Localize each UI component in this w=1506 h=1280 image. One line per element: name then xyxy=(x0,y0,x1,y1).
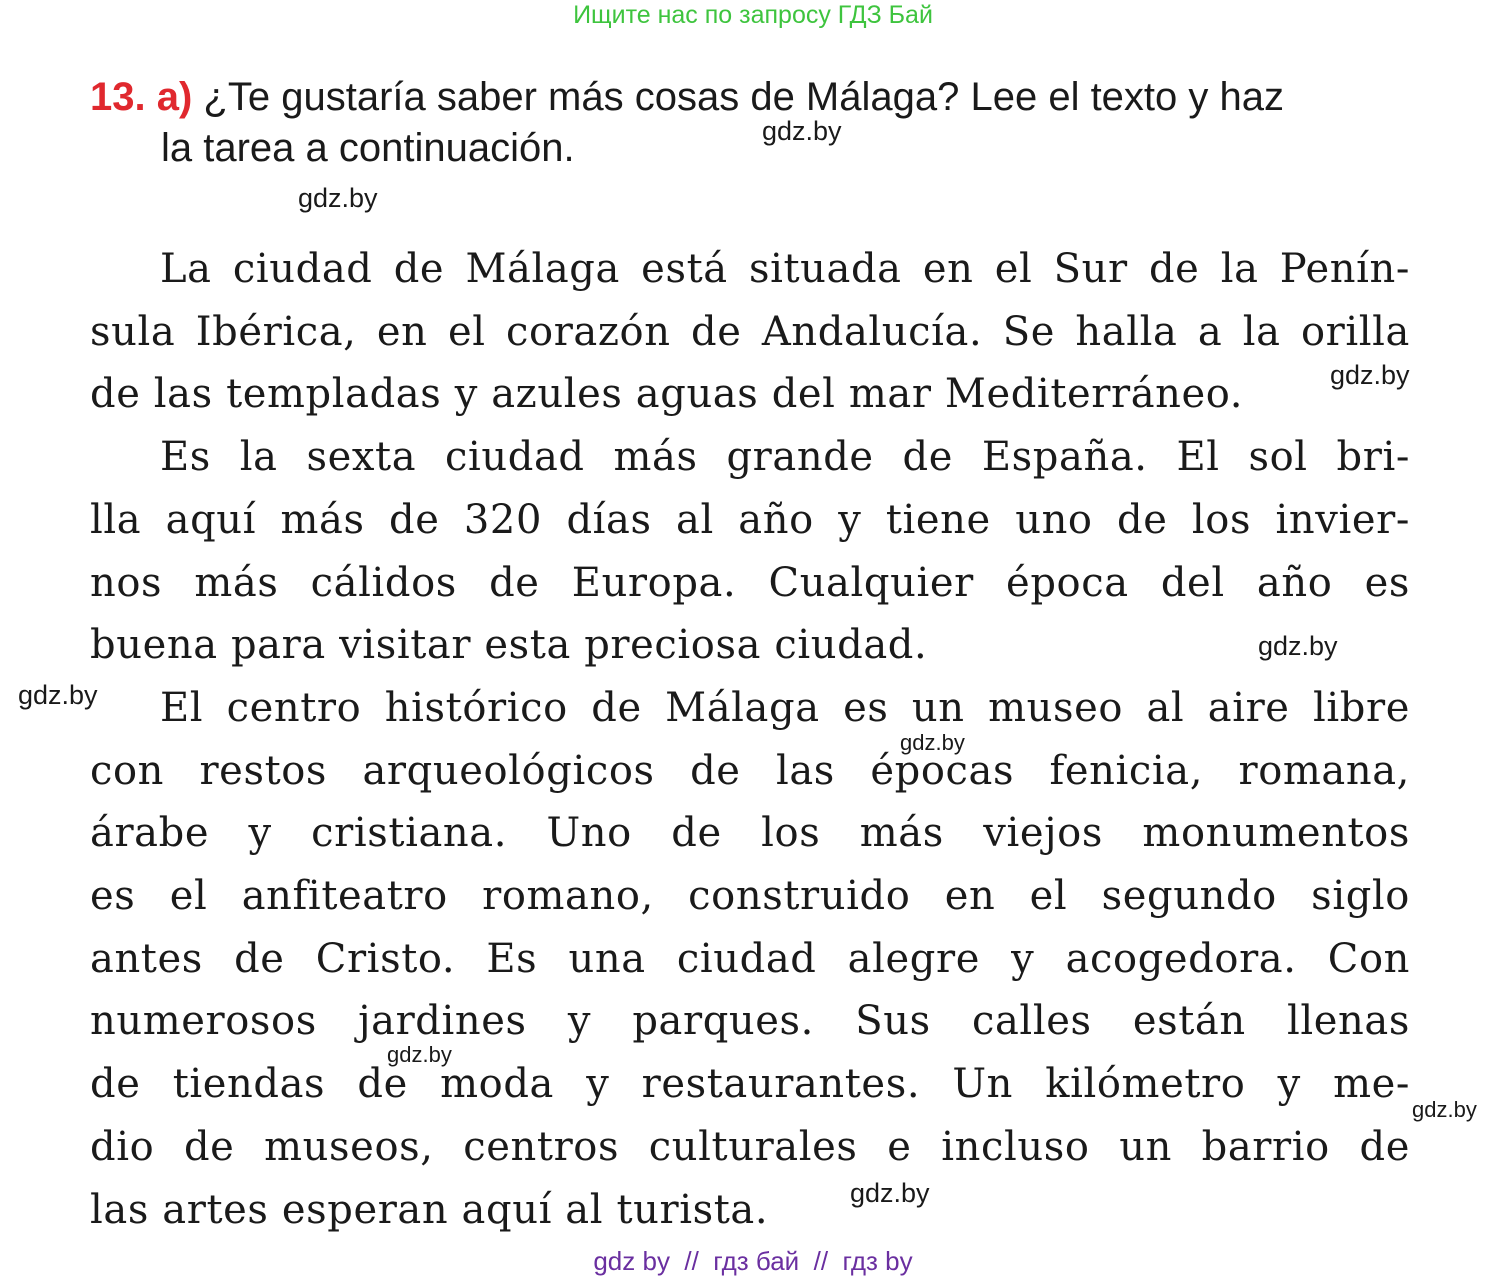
watermark: gdz.by xyxy=(1412,1097,1477,1122)
watermark: gdz.by xyxy=(387,1042,452,1067)
task-instruction-line-1: ¿Te gustaría saber más cosas de Málaga? Lee el texto y haz xyxy=(203,75,1285,119)
reading-line: buena para visitar esta preciosa ciudad. xyxy=(90,622,928,669)
reading-line: con restos arqueológicos de las épocas fenicia, romana, xyxy=(90,747,1410,794)
reading-line: Es la sexta ciudad más grande de España. El sol bri- xyxy=(160,434,1410,481)
header-search-hint: Ищите нас по запросу ГДЗ Бай xyxy=(573,1,933,29)
watermark: gdz.by xyxy=(18,680,98,710)
watermark: gdz.by xyxy=(1258,631,1338,661)
reading-line: lla aquí más de 320 días al año y tiene uno de los invier- xyxy=(90,496,1410,543)
reading-line: nos más cálidos de Europa. Cualquier época del año es xyxy=(90,559,1410,606)
watermark: gdz.by xyxy=(298,183,378,213)
footer-watermark: gdz by // гдз бай // гдз by xyxy=(593,1246,913,1276)
reading-line: sula Ibérica, en el corazón de Andalucía. Se halla a la orilla xyxy=(90,308,1410,355)
task-heading xyxy=(90,72,1420,174)
task-number: 13. а) xyxy=(90,75,193,119)
reading-line: de las templadas y azules aguas del mar Mediterráneo. xyxy=(90,371,1244,418)
reading-line: de tiendas de moda y restaurantes. Un kilómetro y me- xyxy=(90,1061,1410,1108)
watermark: gdz.by xyxy=(1330,360,1410,390)
watermark: gdz.by xyxy=(762,116,842,146)
reading-line: es el anfiteatro romano, construido en el segundo siglo xyxy=(90,873,1410,920)
reading-line: antes de Cristo. Es una ciudad alegre y acogedora. Con xyxy=(90,935,1410,982)
reading-line: La ciudad de Málaga está situada en el Sur de la Penín- xyxy=(160,246,1410,292)
reading-line: las artes esperan aquí al turista. xyxy=(90,1186,769,1233)
reading-line: dio de museos, centros culturales e incluso un barrio de xyxy=(90,1123,1410,1170)
reading-line: numerosos jardines y parques. Sus calles están llenas xyxy=(90,998,1410,1045)
task-instruction-line-2: la tarea a continuación. xyxy=(161,126,575,170)
reading-line: El centro histórico de Málaga es un museo al aire libre xyxy=(160,684,1410,731)
reading-line: árabe y cristiana. Uno de los más viejos monumentos xyxy=(90,810,1410,857)
watermark: gdz.by xyxy=(850,1178,930,1208)
reading-text xyxy=(90,238,1410,1241)
watermark: gdz.by xyxy=(900,730,965,755)
